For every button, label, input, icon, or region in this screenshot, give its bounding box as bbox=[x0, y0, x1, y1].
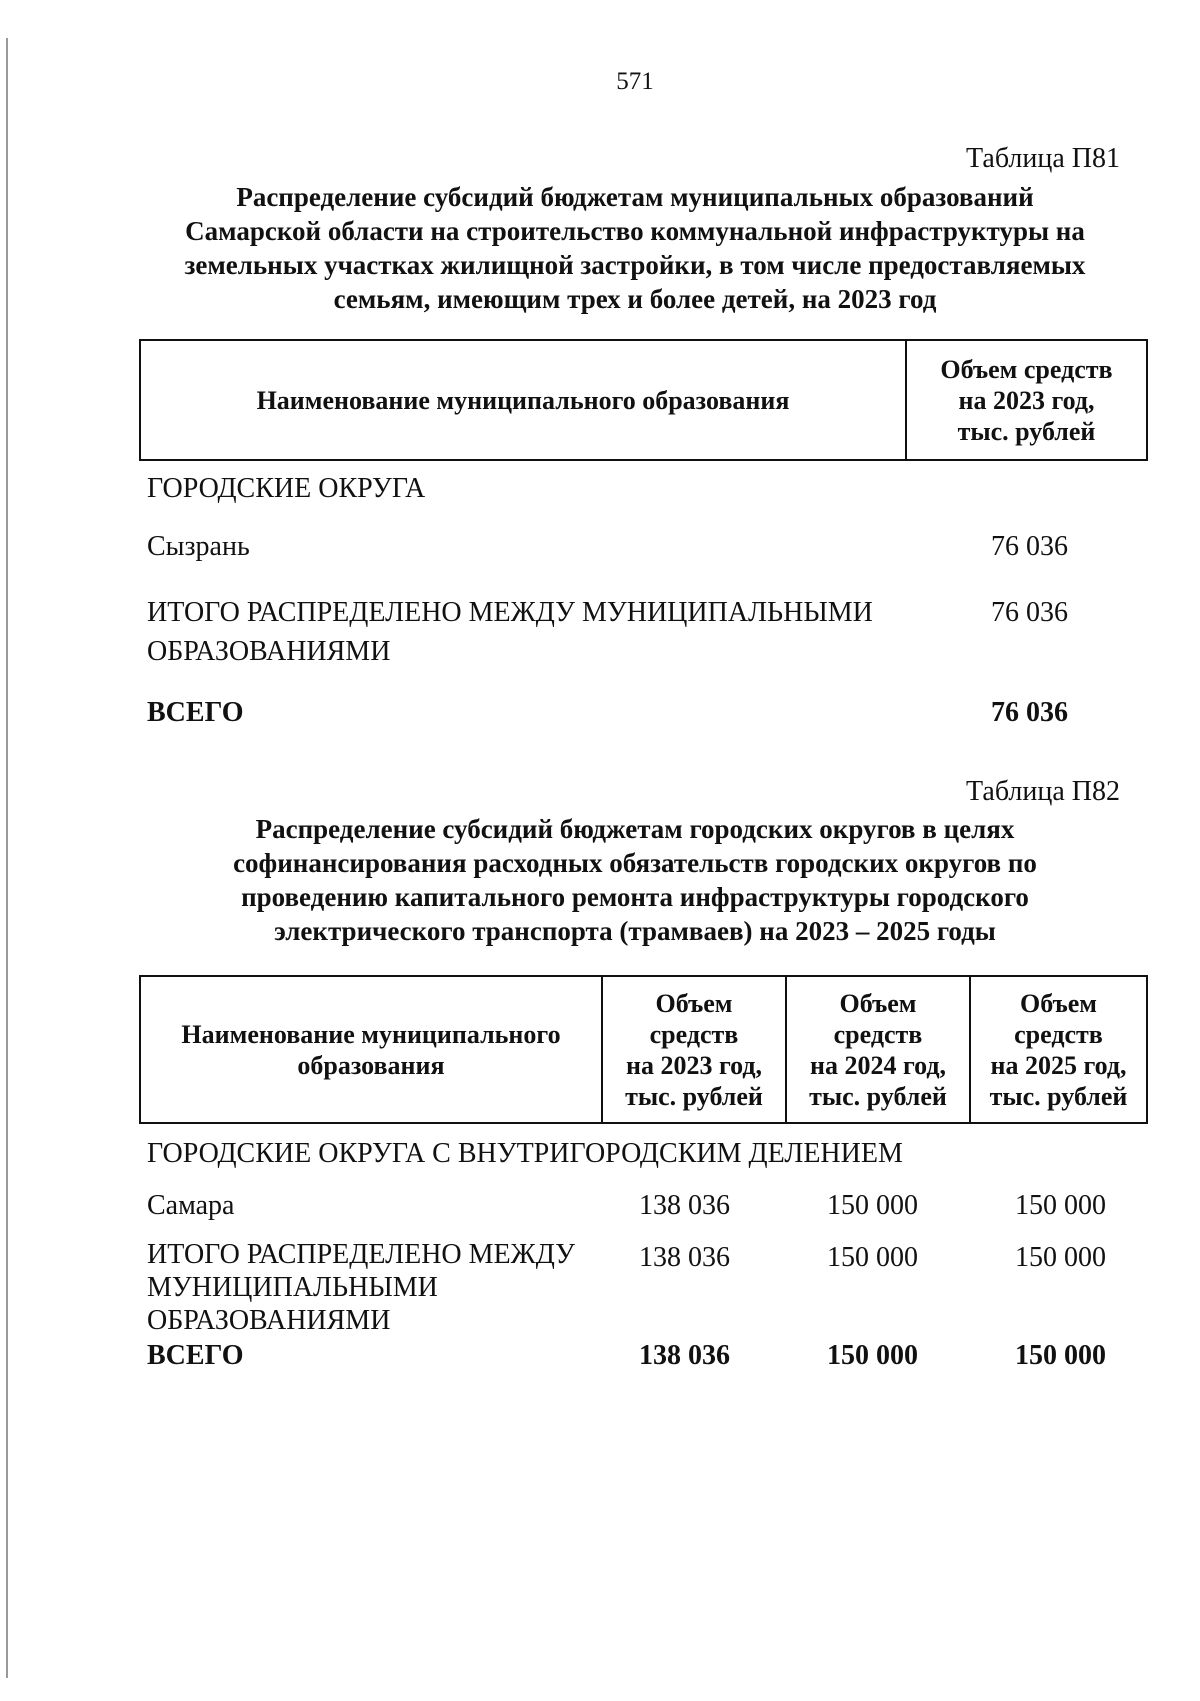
header-line: тыс. рублей bbox=[809, 1081, 947, 1111]
subtotal-value: 76 036 bbox=[991, 597, 1068, 628]
table-82-title-line: софинансирования расходных обязательств городских округов по bbox=[233, 848, 1037, 878]
column-header-municipality: Наименование муниципального образования bbox=[140, 340, 906, 460]
total-value-2024: 150 000 bbox=[827, 1340, 918, 1371]
table-81-title bbox=[130, 180, 1140, 316]
table-81-label: Таблица П81 bbox=[966, 143, 1120, 174]
table-81-header bbox=[139, 339, 1148, 461]
total-label: ВСЕГО bbox=[147, 1340, 244, 1371]
table-82-title-line: проведению капитального ремонта инфраструктуры городского bbox=[241, 882, 1029, 912]
page-number: 571 bbox=[616, 68, 654, 95]
table-82-title-line: электрического транспорта (трамваев) на 2023 – 2025 годы bbox=[274, 916, 996, 946]
section-heading: ГОРОДСКИЕ ОКРУГА С ВНУТРИГОРОДСКИМ ДЕЛЕНИЕМ bbox=[147, 1138, 903, 1169]
total-value-2023: 138 036 bbox=[639, 1340, 730, 1371]
header-line: Объем bbox=[839, 988, 917, 1018]
row-value-2024-samara: 150 000 bbox=[827, 1190, 918, 1221]
subtotal-value-2025: 150 000 bbox=[1015, 1242, 1106, 1273]
table-81-title-line: земельных участках жилищной застройки, в том числе предоставляемых bbox=[184, 250, 1086, 280]
header-line: образования bbox=[297, 1050, 445, 1080]
total-label: ВСЕГО bbox=[147, 697, 244, 728]
subtotal-label bbox=[147, 593, 873, 671]
header-line: средств bbox=[1014, 1019, 1103, 1049]
row-value-2023-samara: 138 036 bbox=[639, 1190, 730, 1221]
subtotal-label bbox=[147, 1238, 575, 1337]
column-header-amount-2024 bbox=[786, 976, 970, 1123]
column-header-municipality bbox=[140, 976, 602, 1123]
subtotal-label-line: ИТОГО РАСПРЕДЕЛЕНО МЕЖДУ bbox=[147, 1239, 575, 1270]
section-heading: ГОРОДСКИЕ ОКРУГА bbox=[147, 473, 426, 504]
subtotal-label-line: ОБРАЗОВАНИЯМИ bbox=[147, 636, 391, 667]
header-line: Объем средств bbox=[940, 354, 1113, 384]
table-81-title-line: Самарской области на строительство коммунальной инфраструктуры на bbox=[185, 216, 1085, 246]
header-line: на 2023 год, bbox=[958, 385, 1095, 415]
header-line: Наименование муниципального bbox=[181, 1019, 561, 1049]
table-82-header bbox=[139, 975, 1148, 1124]
row-value-2025-samara: 150 000 bbox=[1015, 1190, 1106, 1221]
column-header-amount-2025 bbox=[970, 976, 1147, 1123]
header-line: на 2025 год, bbox=[990, 1050, 1127, 1080]
subtotal-label-line: МУНИЦИПАЛЬНЫМИ bbox=[147, 1272, 438, 1303]
column-header-amount-2023 bbox=[602, 976, 786, 1123]
table-82-title-line: Распределение субсидий бюджетам городских округов в целях bbox=[255, 814, 1015, 844]
header-line: средств bbox=[833, 1019, 923, 1049]
total-value-2025: 150 000 bbox=[1015, 1340, 1106, 1371]
header-line: Объем bbox=[1020, 988, 1097, 1018]
subtotal-label-line: ИТОГО РАСПРЕДЕЛЕНО МЕЖДУ МУНИЦИПАЛЬНЫМИ bbox=[147, 597, 873, 628]
row-name-syzran: Сызрань bbox=[147, 531, 250, 562]
header-line: тыс. рублей bbox=[957, 416, 1096, 446]
header-line: на 2023 год, bbox=[625, 1050, 763, 1080]
row-value-syzran: 76 036 bbox=[991, 531, 1068, 562]
row-name-samara: Самара bbox=[147, 1190, 235, 1221]
table-81-title-line: Распределение субсидий бюджетам муниципальных образований bbox=[236, 182, 1034, 212]
header-line: Объем bbox=[655, 988, 733, 1018]
header-line: средств bbox=[649, 1019, 739, 1049]
subtotal-label-line: ОБРАЗОВАНИЯМИ bbox=[147, 1305, 391, 1336]
column-header-amount-2023 bbox=[906, 340, 1147, 460]
page-border-line bbox=[6, 38, 8, 1678]
table-81-title-line: семьям, имеющим трех и более детей, на 2023 год bbox=[333, 284, 937, 314]
header-line: тыс. рублей bbox=[989, 1081, 1128, 1111]
subtotal-value-2023: 138 036 bbox=[639, 1242, 730, 1273]
subtotal-value-2024: 150 000 bbox=[827, 1242, 918, 1273]
header-line: тыс. рублей bbox=[625, 1081, 763, 1111]
total-value: 76 036 bbox=[991, 697, 1068, 728]
table-82-label: Таблица П82 bbox=[966, 776, 1120, 807]
table-82-title bbox=[130, 812, 1140, 948]
header-line: на 2024 год, bbox=[809, 1050, 947, 1080]
